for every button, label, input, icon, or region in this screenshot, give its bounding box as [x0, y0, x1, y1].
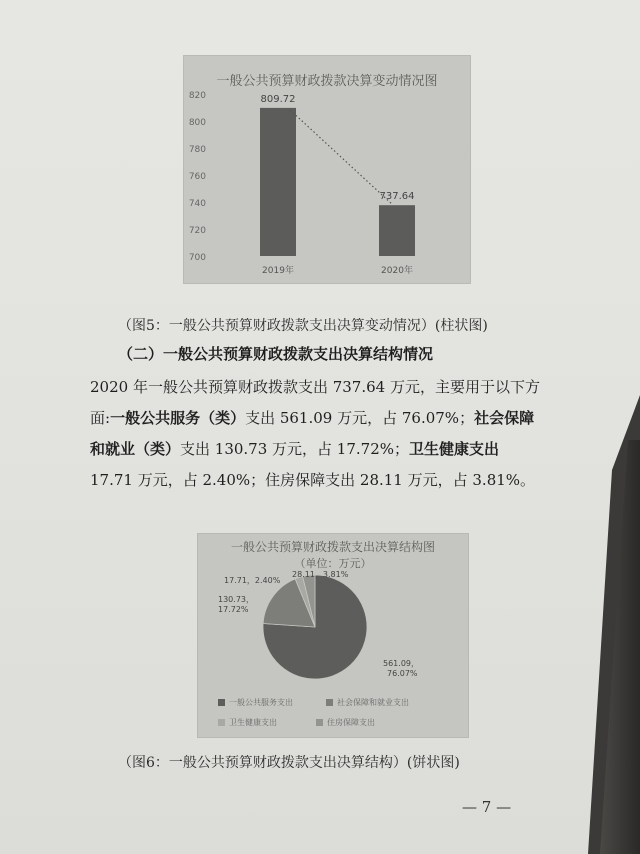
- y-tick-label-0: 820: [188, 91, 206, 101]
- pie-chart-figure: [197, 533, 469, 738]
- pie-data-label-2: 17.71，2.40%: [224, 576, 281, 585]
- body-paragraph: [90, 372, 540, 496]
- y-tick-label-2: 780: [188, 145, 206, 155]
- legend-item-1: [326, 697, 409, 708]
- pie-data-label-1: 130.73， 17.72%: [218, 595, 254, 614]
- x-tick-label-1: 2020年: [381, 266, 413, 276]
- para-text-1: 2020 年一般公共预算财政拨款支出 737.64 万元，主要用于以下方面:: [90, 378, 540, 427]
- para-bold-3: 卫生健康支出: [409, 440, 500, 458]
- page-number: — 7 —: [462, 798, 512, 816]
- section-heading: （二）一般公共预算财政拨款支出决算结构情况: [118, 345, 434, 363]
- legend-swatch-3: [316, 719, 323, 726]
- para-text-3: 支出 130.73 万元，占 17.72%；: [180, 440, 410, 458]
- para-text-4: 17.71 万元，占 2.40%；住房保障支出 28.11 万元，占 3.81%。: [90, 471, 536, 489]
- bar-0: [260, 108, 296, 256]
- legend-item-2: [218, 717, 277, 728]
- legend-label-3: 住房保障支出: [327, 718, 375, 727]
- pie-data-label-3: 28.11，3.81%: [292, 570, 349, 579]
- legend-swatch-0: [218, 699, 225, 706]
- legend-swatch-2: [218, 719, 225, 726]
- bar-chart-figure: [183, 55, 471, 284]
- y-tick-label-5: 720: [188, 226, 206, 236]
- legend-item-3: [316, 717, 375, 728]
- figure5-caption: （图5：一般公共预算财政拨款支出决算变动情况）(柱状图): [118, 318, 488, 334]
- x-tick-label-0: 2019年: [262, 266, 294, 276]
- pie-chart-title: 一般公共预算财政拨款支出决算结构图: [230, 540, 435, 554]
- y-tick-label-1: 800: [188, 118, 206, 128]
- legend-label-0: 一般公共服务支出: [229, 698, 293, 707]
- y-tick-label-6: 700: [188, 253, 206, 263]
- bar-1: [379, 205, 415, 256]
- bar-value-label-1: 737.64: [379, 191, 415, 203]
- bar-chart-title: 一般公共预算财政拨款决算变动情况图: [216, 74, 438, 89]
- pie-chart-unit: （单位：万元）: [294, 557, 372, 570]
- legend-label-1: 社会保障和就业支出: [337, 698, 409, 707]
- figure6-caption: （图6：一般公共预算财政拨款支出决算结构）(饼状图): [118, 755, 460, 771]
- bar-value-label-0: 809.72: [260, 93, 296, 105]
- legend-label-2: 卫生健康支出: [229, 718, 277, 727]
- para-bold-1: 一般公共服务（类）: [110, 409, 246, 427]
- legend-swatch-1: [326, 699, 333, 706]
- para-bold-2: 社会保障和就业（类）: [90, 409, 535, 458]
- legend-item-0: [218, 697, 293, 708]
- para-text-2: 支出 561.09 万元，占 76.07%；: [245, 409, 475, 427]
- y-tick-label-4: 740: [188, 199, 206, 209]
- y-tick-label-3: 760: [188, 172, 206, 182]
- bar-chart-svg: [184, 56, 470, 283]
- pie-data-label-0: 561.09， 76.07%: [383, 659, 419, 678]
- trend-line: [290, 110, 391, 203]
